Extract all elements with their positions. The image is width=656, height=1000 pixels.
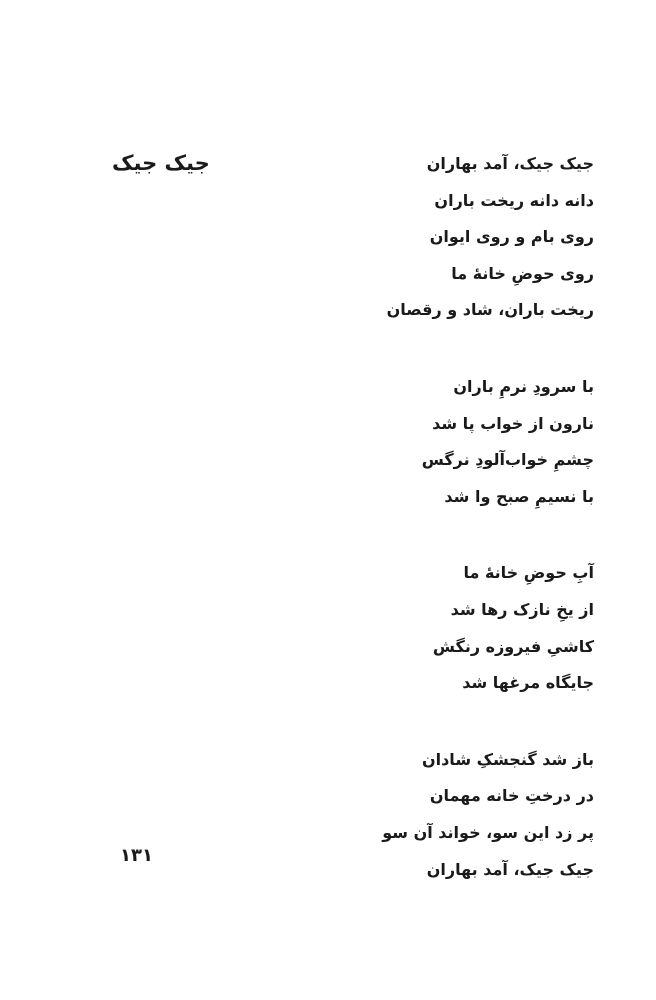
stanza-1 — [294, 146, 594, 329]
poem-line: در درختِ خانه مهمان — [429, 786, 594, 806]
stanza-2 — [294, 369, 594, 515]
poem-line: جیک جیک، آمد بهاران — [426, 154, 594, 173]
poem-title: جیک جیک — [112, 151, 210, 175]
poem-line: دانه دانه ریخت باران — [434, 190, 594, 210]
page-number: ۱۳۱ — [120, 845, 153, 866]
poem-body — [294, 146, 594, 928]
poem-line: نارون از خواب پا شد — [432, 413, 594, 433]
poem-line: روی بام و روی ایوان — [429, 227, 594, 247]
poem-line: آبِ حوضِ خانهٔ ما — [463, 563, 594, 583]
poem-line: کاشیِ فیروزه رنگش — [432, 636, 594, 656]
poem-line: پر زد این سو، خواند آن سو — [382, 822, 594, 842]
poem-line: جایگاه مرغها شد — [462, 673, 594, 693]
poem-line: چشمِ خواب‌آلودِ نرگس — [421, 450, 594, 470]
poem-line: از یخِ نازک رها شد — [450, 599, 594, 619]
poem-line: روی حوضِ خانهٔ ما — [451, 263, 594, 283]
poem-line: جیک جیک، آمد بهاران — [426, 859, 594, 879]
poem-line: با سرودِ نرمِ باران — [453, 376, 594, 396]
stanza-3 — [294, 555, 594, 701]
poem-line: ریخت باران، شاد و رقصان — [386, 300, 594, 320]
poem-line: باز شد گنجشکِ شادان — [421, 749, 594, 769]
stanza-4 — [294, 742, 594, 888]
poem-line: با نسیمِ صبح وا شد — [444, 486, 594, 506]
